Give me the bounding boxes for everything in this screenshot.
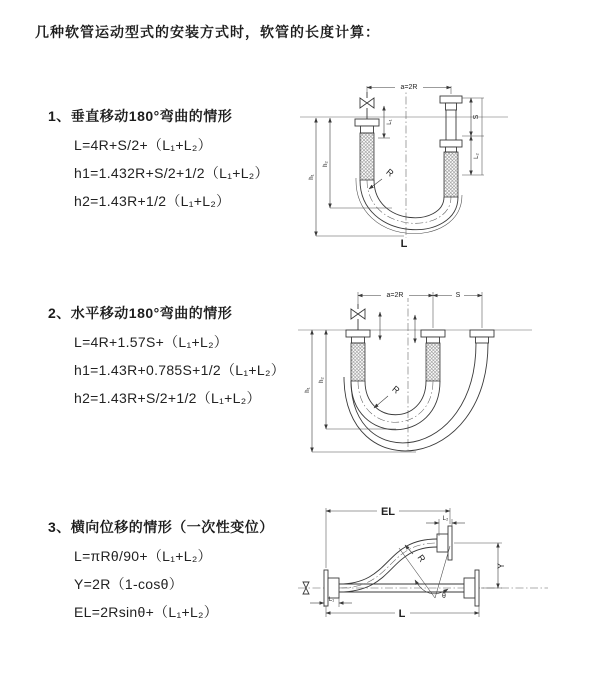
dim-label-l2: L₂ <box>442 516 449 522</box>
dim-label-h2: h₂ <box>323 161 329 167</box>
dimension-l <box>326 606 479 620</box>
formula-line: L=4R+S/2+（L₁+L₂） <box>74 137 212 153</box>
diagram-vertical-180-bend <box>296 72 550 258</box>
valve-icon <box>360 92 374 119</box>
dim-label-a2r: a=2R <box>386 292 404 299</box>
section-1-heading: 1、垂直移动180°弯曲的情形 <box>48 108 233 124</box>
formula-line: L=πRθ/90+（L₁+L₂） <box>74 548 212 564</box>
radius-label: R <box>390 383 402 396</box>
dim-label-el: EL <box>380 506 396 518</box>
left-flange <box>355 119 379 180</box>
dimension-l1 <box>310 597 352 607</box>
formula-line: Y=2R（1-cosθ） <box>74 576 184 592</box>
diagram-horizontal-180-bend <box>294 282 558 466</box>
page-title: 几种软管运动型式的安装方式时，软管的长度计算： <box>35 24 380 40</box>
dim-label-l: L <box>398 608 406 620</box>
connector-length-marks <box>380 312 415 343</box>
dim-label-l: L <box>400 238 408 250</box>
radius-callout <box>374 384 402 408</box>
dimension-l2 <box>426 516 465 536</box>
formula-line: h1=1.43R+0.785S+1/2（L₁+L₂） <box>74 362 285 378</box>
right-flange-moved <box>470 330 494 343</box>
right-flange <box>464 570 479 606</box>
radius-label: R <box>415 552 428 564</box>
dimension-el <box>326 505 450 568</box>
hose-u-bend-moved <box>344 343 488 451</box>
middle-flange <box>421 330 445 381</box>
diagram-lateral-displacement <box>296 496 582 650</box>
dim-label-y: Y <box>496 562 506 570</box>
dim-label-h1: h₁ <box>305 387 311 393</box>
formula-line: h2=1.43R+1/2（L₁+L₂） <box>74 193 231 209</box>
dimension-y <box>454 543 506 588</box>
dimension-a2r <box>367 82 451 96</box>
dimension-s <box>462 98 484 175</box>
dim-label-l1: L₁ <box>328 597 335 603</box>
section-3-heading: 3、横向位移的情形（一次性变位） <box>48 519 274 535</box>
right-flanges-pipe <box>440 96 462 197</box>
dim-label-s: S <box>473 114 480 120</box>
angle-label: θ <box>442 593 446 600</box>
formula-line: EL=2Rsinθ+（L₁+L₂） <box>74 604 219 620</box>
dimension-l1 <box>378 106 393 138</box>
dim-label-h1: h₁ <box>309 174 315 180</box>
dim-label-a2r: a=2R <box>400 84 418 91</box>
formula-line: L=4R+1.57S+（L₁+L₂） <box>74 334 229 350</box>
dim-label-s: S <box>455 292 461 299</box>
dim-label-l2: L₂ <box>474 153 480 159</box>
dimension-a2r <box>358 290 482 328</box>
reference-lines <box>300 82 508 244</box>
radius-label: R <box>384 166 396 179</box>
length-label <box>398 238 412 250</box>
section-2-heading: 2、水平移动180°弯曲的情形 <box>48 305 233 321</box>
dim-label-l1: L₁ <box>387 119 393 125</box>
valve-icon <box>351 304 365 330</box>
left-flange <box>346 330 370 381</box>
formula-line: h1=1.432R+S/2+1/2（L₁+L₂） <box>74 165 269 181</box>
dim-label-h2: h₂ <box>319 377 325 383</box>
formula-line: h2=1.43R+S/2+1/2（L₁+L₂） <box>74 390 261 406</box>
